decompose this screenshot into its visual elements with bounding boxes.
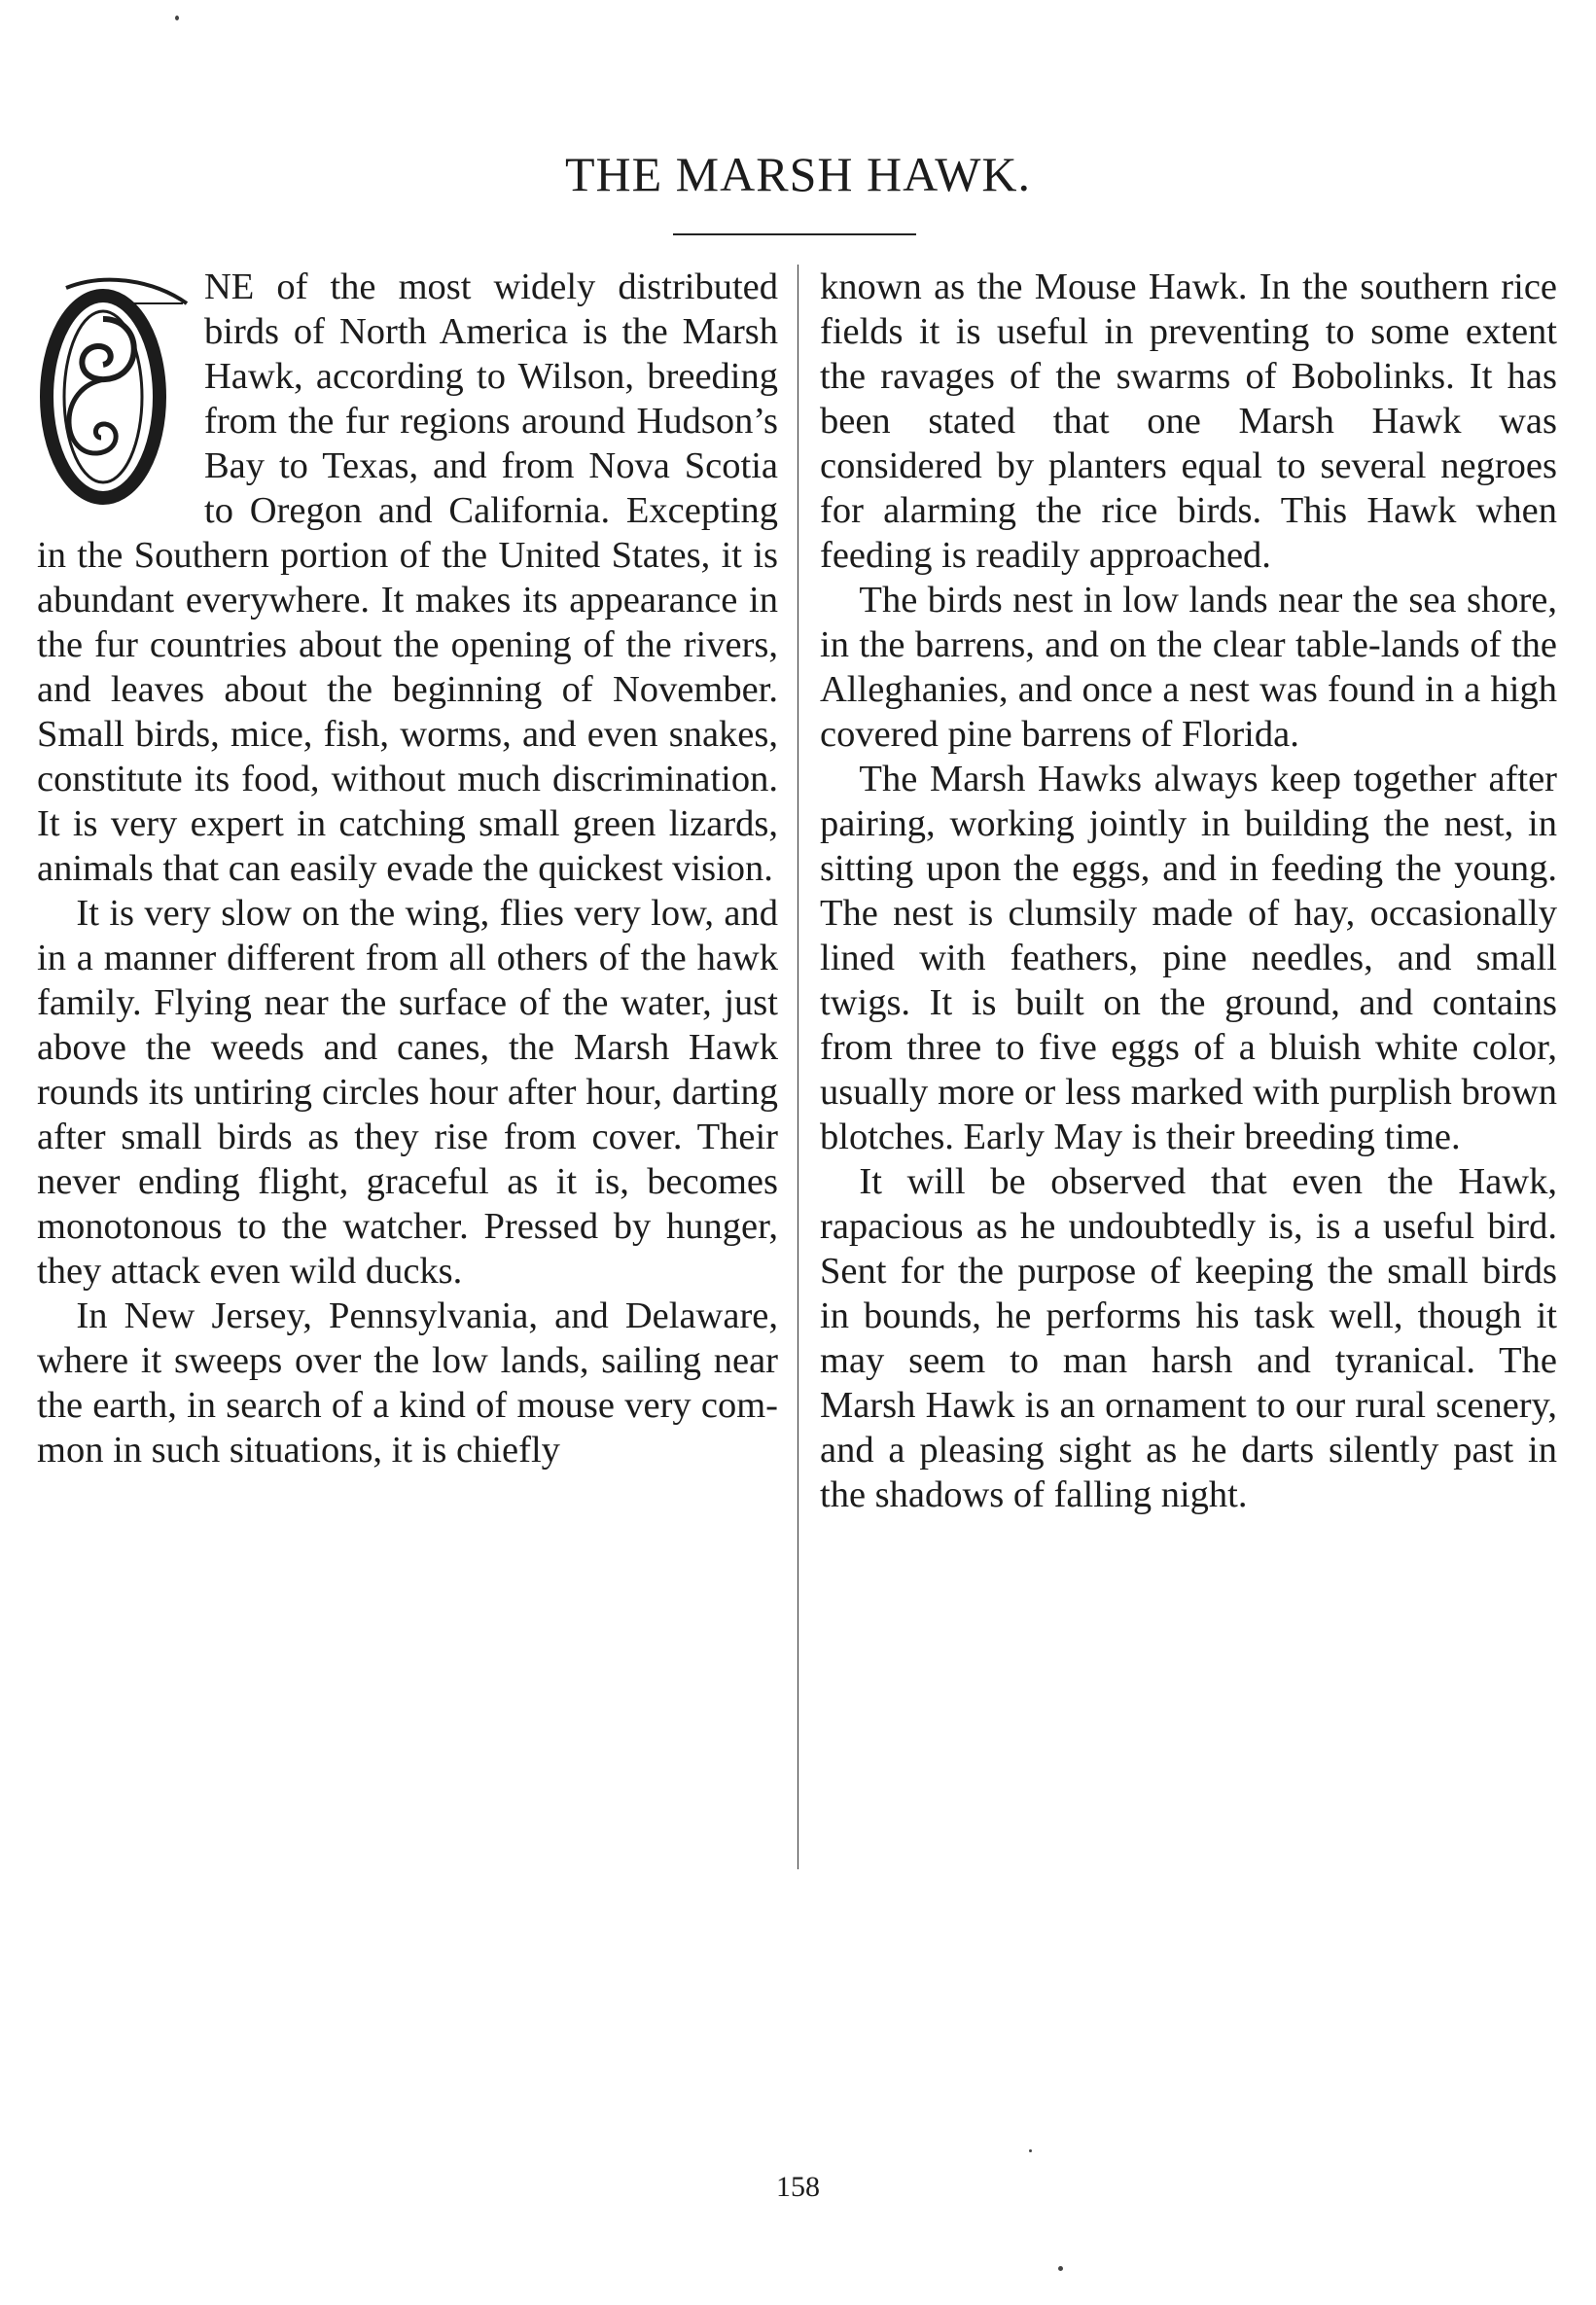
paragraph-6: It will be observed that even the Hawk, rapacious as he undoubtedly is, is a useful bird. Sent for the purpose of keeping the small birds in bounds, he performs his task well, though it may seem to man harsh and tyranical. The Marsh Hawk is an ornament to our rural scenery, and a pleasing sight as he darts silently past in the shadows of falling night. bbox=[820, 1161, 1557, 1515]
drop-cap-o bbox=[37, 270, 191, 514]
paragraph-1 bbox=[37, 265, 778, 891]
right-column bbox=[820, 265, 1557, 1517]
paragraph-3-continued: known as the Mouse Hawk. In the southern rice fields it is useful in preventing to some extent the ravages of the swarms of Bobolinks. It has been stated that one Marsh Hawk was considered by planters equal to several negroes for alarming the rice birds. This Hawk when feeding is readily approached. bbox=[820, 266, 1557, 576]
drop-cap-o-ornament bbox=[37, 270, 191, 514]
paragraph-2: It is very slow on the wing, flies very low, and in a manner different from all others of the hawk family. Flying near the surface of the water, just above the weeds and canes, the Marsh Hawk rounds its untiring circles hour after hour, darting after small birds as they rise from cover. Their never ending flight, graceful as it is, becomes monotonous to the watcher. Pressed by hunger, they attack even wild ducks. bbox=[37, 893, 778, 1292]
paragraph-3: In New Jersey, Pennsylvania, and Delaware, where it sweeps over the low lands, sailing near the earth, in search of a kind of mouse very common in such situations, it is chiefly bbox=[37, 1295, 778, 1471]
print-speck bbox=[175, 16, 179, 20]
title-underline bbox=[673, 233, 916, 235]
paragraph-5: The Marsh Hawks always keep together after pairing, working jointly in building the nest, in sitting upon the eggs, and in feeding the young. The nest is clumsily made of hay, occasionally lined with feathers, pine needles, and small twigs. It is built on the ground, and contains from three to five eggs of a bluish white color, usually more or less marked with purplish brown blotches. Early May is their breeding time. bbox=[820, 759, 1557, 1157]
print-speck bbox=[1058, 2266, 1063, 2271]
paragraph-1-text: NE of the most widely distributed birds of North America is the Marsh Hawk, according to Wilson, breeding from the fur regions around Hudson’s Bay to Texas, and from Nova Scotia to Oregon and California. Excepting in the Southern portion of the United States, it is abundant everywhere. It makes its appearance in the fur countries about the opening of the rivers, and leaves about the beginning of November. Small birds, mice, fish, worms, and even snakes, constitute its food, without much discrimination. It is very expert in catching small green lizards, animals that can easily evade the quickest vision. bbox=[37, 266, 778, 889]
print-speck bbox=[1029, 2149, 1032, 2152]
drop-cap-letter: O bbox=[103, 407, 104, 408]
article-title: THE MARSH HAWK. bbox=[564, 147, 1032, 201]
paragraph-4: The birds nest in low lands near the sea shore, in the barrens, and on the clear table-lands of the Alleghanies, and once a nest was found in a high covered pine barrens of Florida. bbox=[820, 580, 1557, 755]
page-number: 158 bbox=[776, 2171, 820, 2203]
left-column bbox=[37, 265, 778, 1472]
